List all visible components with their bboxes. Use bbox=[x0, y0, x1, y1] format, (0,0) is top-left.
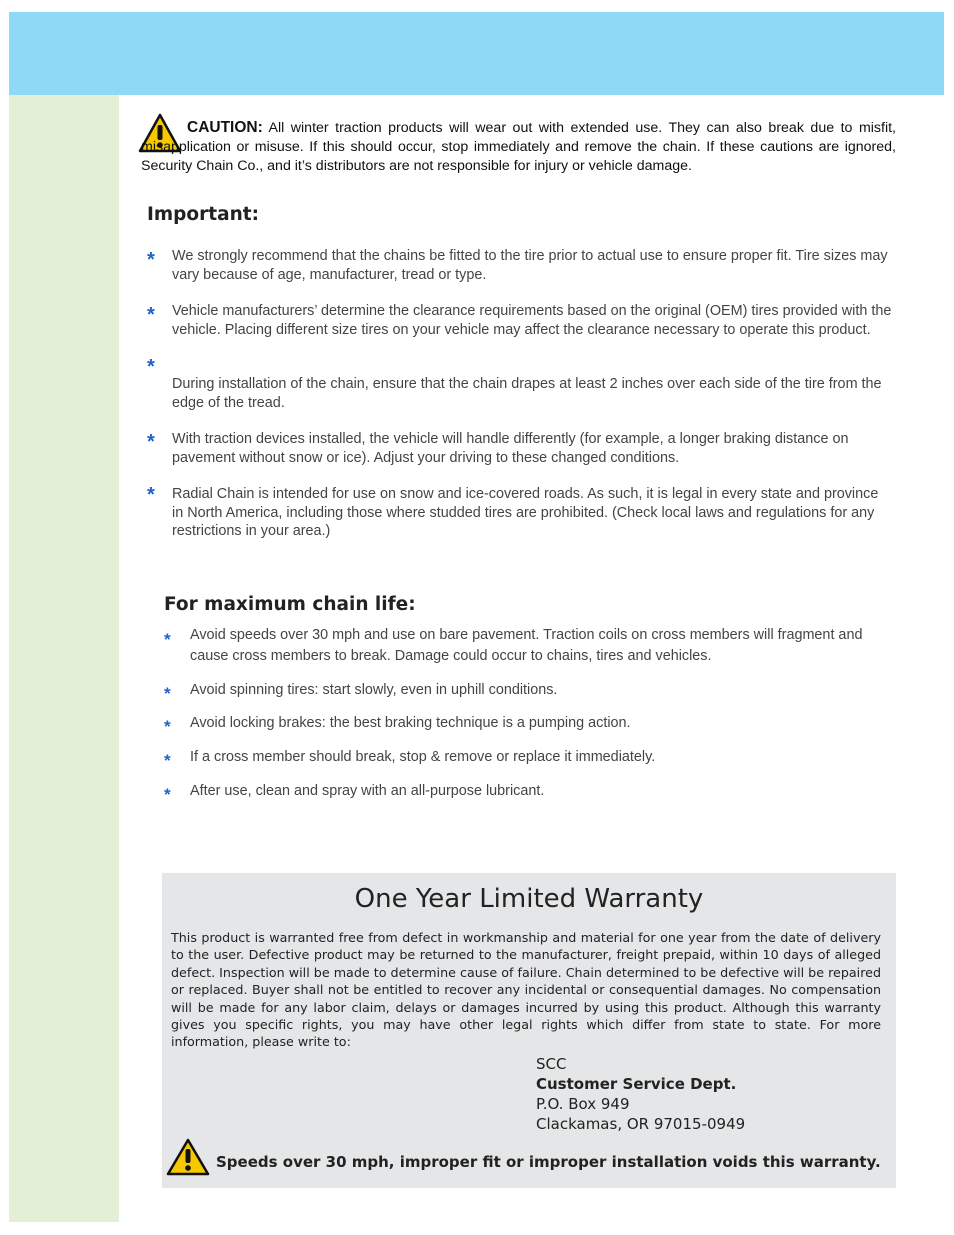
address-box: P.O. Box 949 bbox=[536, 1095, 630, 1113]
important-item: We strongly recommend that the chains be fitted to the tire prior to actual use to ensure proper fit. Tire sizes may vary because of age, manufacturer, tread or type. bbox=[172, 248, 888, 283]
bullet-star: * bbox=[164, 751, 171, 770]
warranty-text: This product is warranted free from defect in workmanship and material for one year from the date of delivery to the user. Defective product may be returned to the manufacturer, freight prepaid, within 10 days of alleged defect. Inspection will be made to determine cause of failure. Chain determined to be defective will be repaired or replaced. Buyer shall not be entitled to recover any incidental or consequential damages. No compensation will be made for any labor claim, delays or damages incurred by using this product. Although this warranty gives you specific rights, you may have other legal rights which differ from state to state. For more information, please write to: bbox=[171, 930, 881, 1050]
important-item: During installation of the chain, ensure that the chain drapes at least 2 inches over each side of the tire from the edge of the tread. bbox=[172, 376, 882, 411]
bullet-star: * bbox=[147, 356, 155, 378]
chain-life-item: Avoid locking brakes: the best braking technique is a pumping action. bbox=[190, 715, 631, 731]
important-item: Vehicle manufacturers’ determine the clearance requirements based on the original (OEM) tires provided with the vehicle. Placing different size tires on your vehicle may affect the clearance necessary to operate this product. bbox=[172, 303, 892, 338]
caution-notice bbox=[141, 118, 896, 176]
bullet-star: * bbox=[164, 785, 171, 804]
header-band bbox=[9, 12, 944, 95]
address-company: SCC bbox=[536, 1055, 567, 1073]
important-item: With traction devices installed, the vehicle will handle differently (for example, a longer braking distance on pavement without snow or ice). Adjust your driving to these changed conditions. bbox=[172, 431, 849, 466]
bullet-star: * bbox=[147, 431, 155, 453]
chain-life-item: After use, clean and spray with an all-purpose lubricant. bbox=[190, 783, 545, 799]
bullet-star: * bbox=[164, 630, 171, 649]
chain-life-item: Avoid spinning tires: start slowly, even in uphill conditions. bbox=[190, 682, 558, 698]
bullet-star: * bbox=[147, 249, 155, 271]
bullet-star: * bbox=[147, 304, 155, 326]
address-dept: Customer Service Dept. bbox=[536, 1075, 737, 1093]
address-city: Clackamas, OR 97015-0949 bbox=[536, 1115, 746, 1133]
warning-icon bbox=[166, 1138, 210, 1176]
chain-life-item: Avoid speeds over 30 mph and use on bare pavement. Traction coils on cross members will fragment and cause cross members to break. Damage could occur to chains, tires and vehicles. bbox=[190, 627, 863, 664]
chain-life-item: If a cross member should break, stop & remove or replace it immediately. bbox=[190, 749, 656, 765]
bullet-star: * bbox=[164, 684, 171, 703]
warranty-address bbox=[536, 1054, 745, 1134]
side-band bbox=[9, 95, 119, 1222]
caution-text: All winter traction products will wear out with extended use. They can also break due to misfit, misapplication or misuse. If this should occur, stop immediately and remove the chain. If these cautions are ignored, Security Chain Co., and it’s distributors are not responsible for injury or vehicle damage. bbox=[141, 120, 896, 174]
warranty-void-notice: Speeds over 30 mph, improper fit or improper installation voids this warranty. bbox=[216, 1153, 881, 1171]
bullet-star: * bbox=[164, 717, 171, 736]
bullet-star: * bbox=[147, 484, 155, 506]
important-heading: Important: bbox=[147, 204, 259, 225]
caution-label: CAUTION: bbox=[187, 119, 263, 136]
important-item: Radial Chain is intended for use on snow and ice-covered roads. As such, it is legal in every state and province in North America, including those where studded tires are prohibited. (Check local laws and regulations for any restrictions in your area.) bbox=[172, 486, 879, 539]
chain-life-heading: For maximum chain life: bbox=[164, 594, 416, 615]
warranty-title: One Year Limited Warranty bbox=[354, 884, 704, 914]
